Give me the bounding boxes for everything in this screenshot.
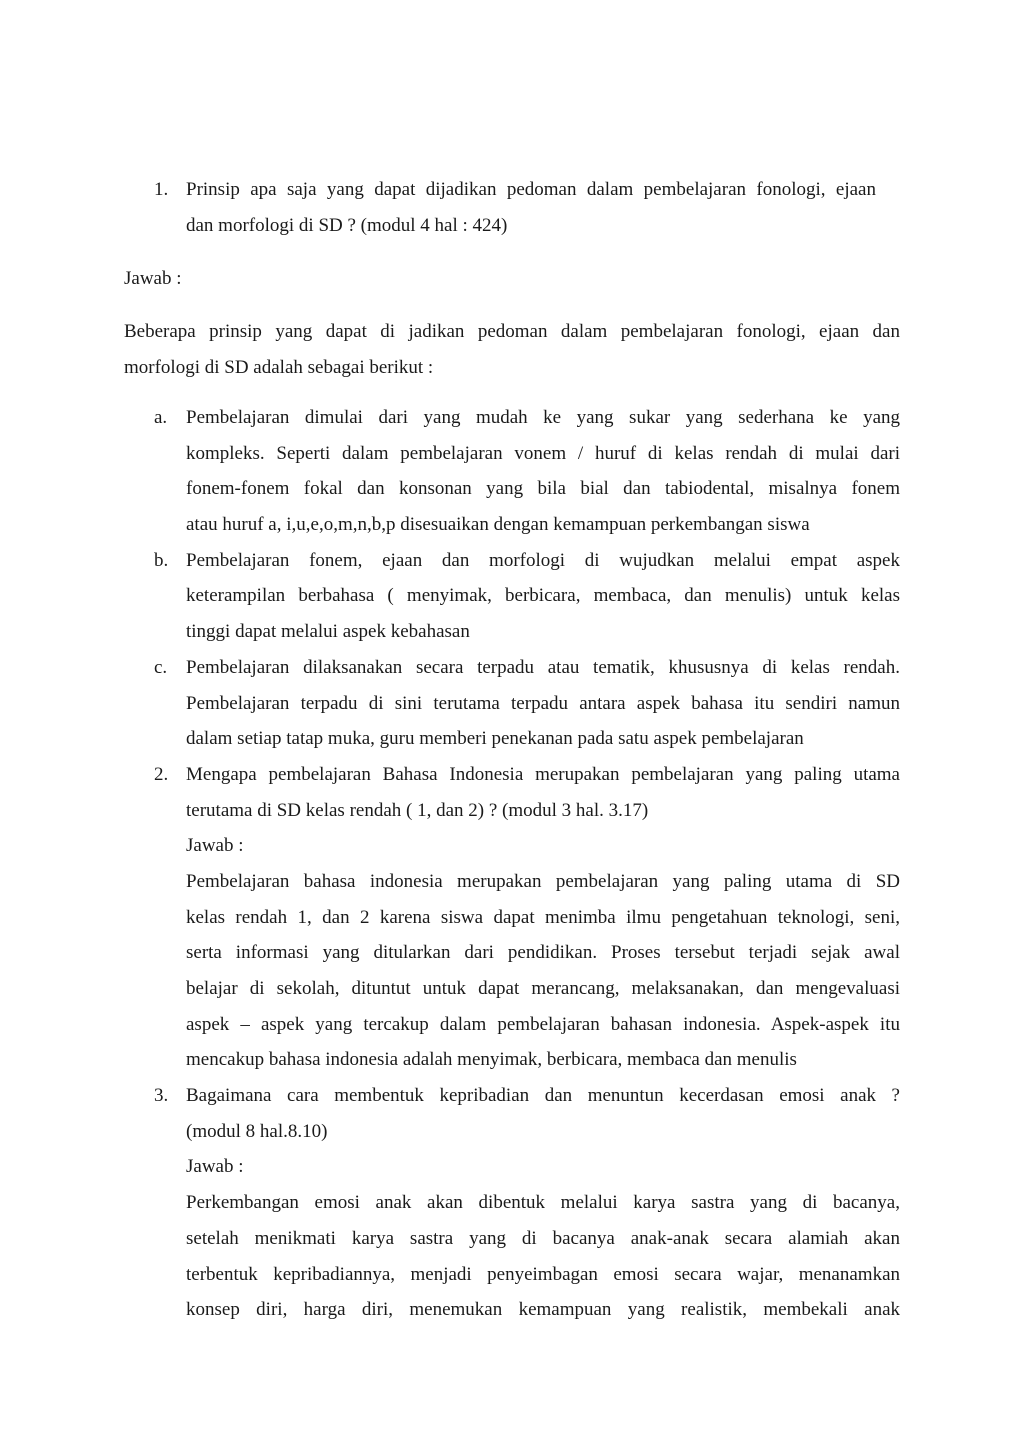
answer-2-label: Jawab : (186, 835, 244, 857)
answer-2-line-5: aspek – aspek yang tercakup dalam pembelajaran bahasan indonesia. Aspek-aspek itu (186, 1013, 900, 1035)
list-item-a-line-2: kompleks. Seperti dalam pembelajaran vonem / huruf di kelas rendah di mulai dari (186, 442, 900, 464)
question-1 (124, 172, 900, 243)
question-1-line-2: dan morfologi di SD ? (modul 4 hal : 424) (186, 214, 508, 236)
intro-line-1: Beberapa prinsip yang dapat di jadikan pedoman dalam pembelajaran fonologi, ejaan dan (124, 321, 900, 342)
answer-2-line-3: serta informasi yang ditularkan dari pendidikan. Proses tersebut terjadi sejak awal (186, 942, 900, 964)
question-3-line-1: Bagaimana cara membentuk kepribadian dan menuntun kecerdasan emosi anak ? (186, 1085, 900, 1107)
list-marker-a: a. (154, 407, 168, 428)
question-1-item (124, 172, 900, 243)
list-item-a-line-4: atau huruf a, i,u,e,o,m,n,b,p disesuaikan dengan kemampuan perkembangan siswa (186, 514, 810, 536)
list-item-c-line-2: Pembelajaran terpadu di sini terutama terpadu antara aspek bahasa itu sendiri namun (186, 692, 900, 714)
answer-list (124, 400, 900, 1328)
list-item-a-line-3: fonem-fonem fokal dan konsonan yang bila bial dan tabiodental, misalnya fonem (186, 478, 900, 500)
answer-3-line-2: setelah menikmati karya sastra yang di bacanya anak-anak secara alamiah akan (186, 1227, 900, 1249)
list-item-a-line-1: Pembelajaran dimulai dari yang mudah ke yang sukar yang sederhana ke yang (186, 407, 900, 428)
question-2-number: 2. (154, 763, 169, 785)
answer-3-line-4: konsep diri, harga diri, menemukan kemampuan yang realistik, membekali anak (186, 1299, 900, 1321)
list-item-b (124, 543, 900, 650)
list-item-b-line-1: Pembelajaran fonem, ejaan dan morfologi di wujudkan melalui empat aspek (186, 549, 900, 571)
question-2-line-2: terutama di SD kelas rendah ( 1, dan 2) ? (modul 3 hal. 3.17) (186, 799, 649, 821)
list-item-c-line-1: Pembelajaran dilaksanakan secara terpadu atau tematik, khususnya di kelas rendah. (186, 656, 900, 678)
list-item-a (124, 400, 900, 543)
answer-3-line-1: Perkembangan emosi anak akan dibentuk melalui karya sastra yang di bacanya, (186, 1192, 900, 1214)
list-item-b-line-2: keterampilan berbahasa ( menyimak, berbicara, membaca, dan menulis) untuk kelas (186, 585, 900, 607)
answer-1-label: Jawab : (124, 268, 182, 289)
answer-2-line-2: kelas rendah 1, dan 2 karena siswa dapat menimba ilmu pengetahuan teknologi, seni, (186, 906, 900, 928)
answer-2-line-1: Pembelajaran bahasa indonesia merupakan pembelajaran yang paling utama di SD (186, 870, 900, 892)
answer-3-label: Jawab : (186, 1156, 244, 1178)
question-2 (124, 757, 900, 1078)
question-1-number: 1. (154, 179, 169, 200)
list-item-c (124, 650, 900, 757)
list-item-c-line-3: dalam setiap tatap muka, guru memberi penekanan pada satu aspek pembelajaran (186, 728, 804, 750)
intro-paragraph (124, 314, 900, 385)
question-3 (124, 1078, 900, 1328)
intro-line-2: morfologi di SD adalah sebagai berikut : (124, 356, 434, 378)
answer-2-line-4: belajar di sekolah, dituntut untuk dapat merancang, melaksanakan, dan mengevaluasi (186, 978, 900, 999)
question-3-line-2: (modul 8 hal.8.10) (186, 1120, 328, 1142)
list-marker-b: b. (154, 549, 169, 571)
list-item-b-line-3: tinggi dapat melalui aspek kebahasan (186, 621, 470, 643)
question-3-number: 3. (154, 1085, 169, 1107)
answer-2-line-6: mencakup bahasa indonesia adalah menyimak, berbicara, membaca dan menulis (186, 1049, 797, 1071)
answer-1-label-block (124, 261, 900, 297)
question-2-line-1: Mengapa pembelajaran Bahasa Indonesia merupakan pembelajaran yang paling utama (186, 763, 900, 785)
answer-3-line-3: terbentuk kepribadiannya, menjadi penyeimbagan emosi secara wajar, menanamkan (186, 1263, 900, 1285)
question-1-line-1: Prinsip apa saja yang dapat dijadikan pedoman dalam pembelajaran fonologi, ejaan (186, 179, 876, 200)
list-marker-c: c. (154, 656, 168, 678)
